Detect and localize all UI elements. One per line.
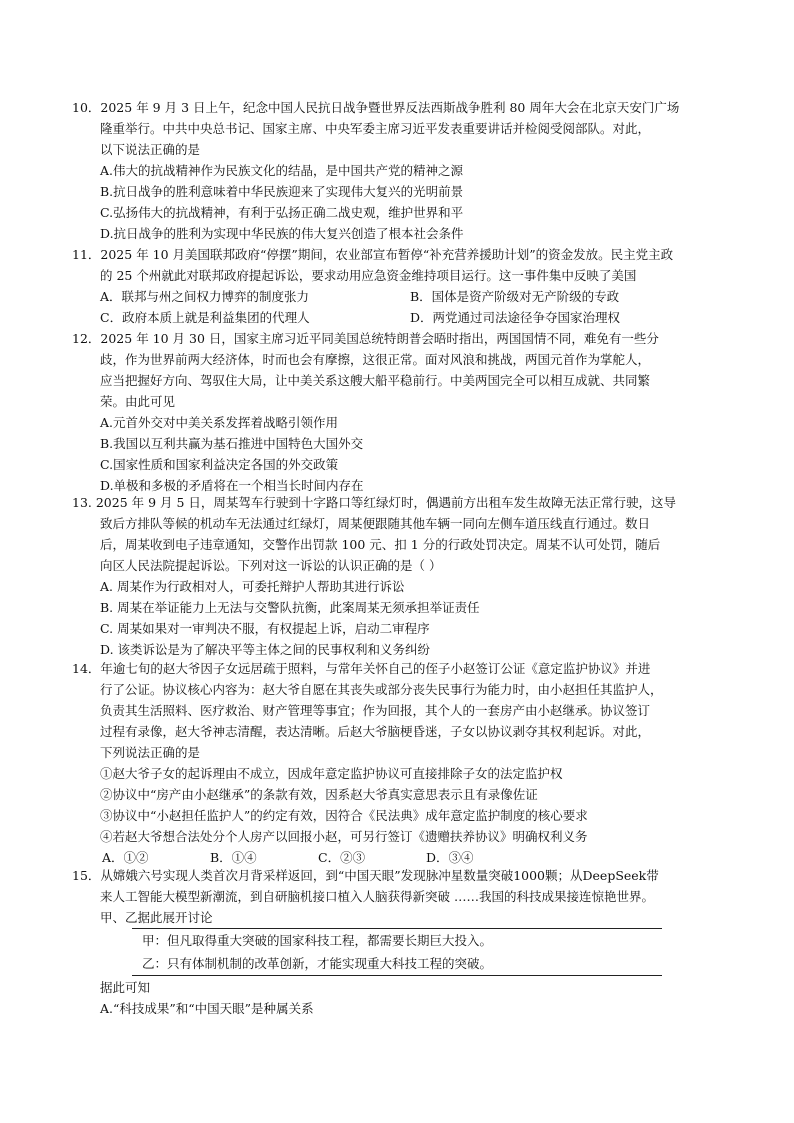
question-stem-line: 11．2025 年 10 月美国联邦政府“停摆”期间，农业部宣布暂停“补充营养援助计划”的资金发放。民主党主政	[72, 247, 674, 262]
question-stem-line: 歧，作为世界前两大经济体，时而也会有摩擦，这很正常。面对风浪和挑战，两国元首作为掌舵人，	[100, 352, 651, 367]
question-stem-line: 据此可知	[100, 980, 151, 995]
question-stem-line: 的 25 个州就此对联邦政府提起诉讼，要求动用应急资金维持项目运行。这一事件集中反映了美国	[100, 268, 637, 283]
option-d: D．③④	[426, 850, 474, 865]
option-b: B．国体是资产阶级对无产阶级的专政	[410, 289, 620, 304]
option-d: D.单极和多极的矛盾将在一个相当长时间内存在	[100, 478, 364, 493]
question-stem-line: 来人工智能大模型新潮流，到自研脑机接口植入人脑获得新突破 ……我国的科技成果接连惊艳世界。	[100, 889, 654, 904]
question-stem-line: 致后方排队等候的机动车无法通过红绿灯，周某便跟随其他车辆一同向左侧车道压线直行通过。数日	[100, 516, 651, 531]
option-a: A. 周某作为行政相对人，可委托辩护人帮助其进行诉讼	[100, 579, 405, 594]
question-11	[72, 244, 724, 328]
question-stem-line: 12．2025 年 10 月 30 日，国家主席习近平同美国总统特朗普会晤时指出，两国国情不同，难免有一些分	[72, 331, 659, 346]
option-b: B.我国以互利共赢为基石推进中国特色大国外交	[100, 436, 364, 451]
option-c: C. 周某如果对一审判决不服，有权提起上诉，启动二审程序	[100, 621, 430, 636]
question-stem-line: 10．2025 年 9 月 3 日上午，纪念中国人民抗日战争暨世界反法西斯战争胜利 80 周年大会在北京天安门广场	[72, 100, 680, 115]
question-stem-line: 甲、乙据此展开讨论	[100, 910, 213, 925]
question-stem-line: 隆重举行。中共中央总书记、国家主席、中央军委主席习近平发表重要讲话并检阅受阅部队。对此，	[100, 121, 651, 136]
option-b: B.抗日战争的胜利意味着中华民族迎来了实现伟大复兴的光明前景	[100, 184, 464, 199]
question-14	[72, 658, 724, 868]
question-15	[72, 865, 724, 928]
option-b: B．①④	[210, 850, 257, 865]
statement-4: ④若赵大爷想合法处分个人房产以回报小赵，可另行签订《遗赠扶养协议》明确权利义务	[100, 829, 588, 844]
question-stem-line: 向区人民法院提起诉讼。下列对这一诉讼的认识正确的是（ ）	[100, 558, 442, 573]
question-stem-line: 13. 2025 年 9 月 5 日，周某驾车行驶到十字路口等红绿灯时，偶遇前方出租车发生故障无法正常行驶，这导	[72, 495, 676, 510]
question-10	[72, 97, 724, 244]
option-a: A.元首外交对中美关系发挥着战略引领作用	[100, 415, 339, 430]
option-a: A.伟大的抗战精神作为民族文化的结晶，是中国共产党的精神之源	[100, 163, 464, 178]
question-stem-line: 行了公证。协议核心内容为：赵大爷自愿在其丧失或部分丧失民事行为能力时，由小赵担任其监护人，	[100, 682, 663, 697]
discussion-box	[132, 928, 662, 976]
question-12	[72, 328, 724, 496]
option-c: C.弘扬伟大的抗战精神，有利于弘扬正确二战史观，维护世界和平	[100, 205, 464, 220]
question-stem-line: 14．年逾七旬的赵大爷因子女远居疏于照料，与常年关怀自己的侄子小赵签订公证《意定监护协议》并进	[72, 661, 651, 676]
option-row	[72, 307, 724, 328]
statement-3: ③协议中“小赵担任监护人”的约定有效，因符合《民法典》成年意定监护制度的核心要求	[100, 808, 588, 823]
option-d: D. 该类诉讼是为了解决平等主体之间的民事权利和义务纠纷	[100, 642, 431, 657]
question-stem-line: 应当把握好方向、驾驭住大局，让中美关系这艘大船平稳前行。中美两国完全可以相互成就、共同繁	[100, 373, 651, 388]
question-stem-line: 荣。由此可见	[100, 394, 176, 409]
option-a: A.“科技成果”和“中国天眼”是种属关系	[100, 1001, 314, 1016]
option-c: C.国家性质和国家利益决定各国的外交政策	[100, 457, 339, 472]
option-row	[72, 286, 724, 307]
statement-2: ②协议中“房产由小赵继承”的条款有效，因系赵大爷真实意思表示且有录像佐证	[100, 787, 538, 802]
option-a: A．联邦与州之间权力博弈的制度张力	[100, 289, 310, 304]
question-stem-line: 负责其生活照料、医疗救治、财产管理等事宜；作为回报，其个人的一套房产由小赵继承。协议签订	[100, 703, 651, 718]
option-b: B. 周某在举证能力上无法与交警队抗衡，此案周某无须承担举证责任	[100, 600, 480, 615]
discussion-line-jia: 甲：但凡取得重大突破的国家科技工程，都需要长期巨大投入。	[142, 933, 493, 948]
discussion-line-yi: 乙：只有体制机制的改革创新，才能实现重大科技工程的突破。	[142, 956, 493, 971]
option-c: C．政府本质上就是利益集团的代理人	[100, 310, 310, 325]
option-c: C．②③	[318, 850, 366, 865]
question-stem-line: 下列说法正确的是	[100, 745, 201, 760]
option-d: D.抗日战争的胜利为实现中华民族的伟大复兴创造了根本社会条件	[100, 226, 464, 241]
question-stem-line: 过程有录像，赵大爷神志清醒，表达清晰。后赵大爷脑梗昏迷，子女以协议剥夺其权利起诉。对此，	[100, 724, 651, 739]
question-stem-line: 以下说法正确的是	[100, 142, 201, 157]
option-a: A．①②	[102, 850, 149, 865]
statement-1: ①赵大爷子女的起诉理由不成立，因成年意定监护协议可直接排除子女的法定监护权	[100, 766, 563, 781]
question-stem-line: 15．从嫦娥六号实现人类首次月背采样返回，到“中国天眼”发现脉冲星数量突破1000颗；从DeepSeek带	[72, 868, 659, 883]
question-13	[72, 492, 724, 660]
question-stem-line: 后，周某收到电子违章通知，交警作出罚款 100 元、扣 1 分的行政处罚决定。周某不认可处罚，随后	[100, 537, 661, 552]
option-d: D．两党通过司法途径争夺国家治理权	[410, 310, 621, 325]
question-15-tail	[72, 977, 724, 1019]
